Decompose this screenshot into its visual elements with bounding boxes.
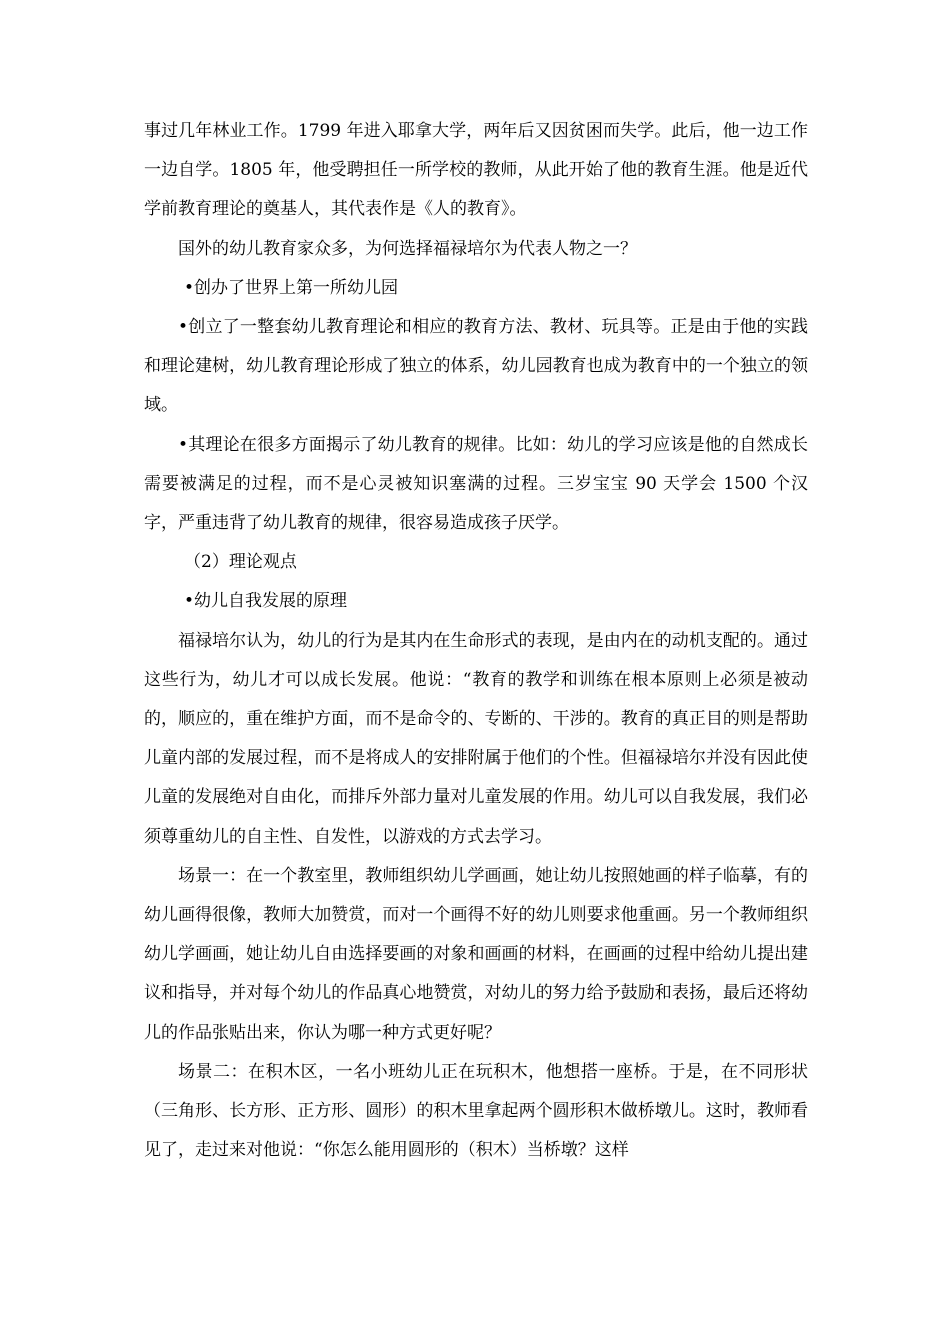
bullet-self-development-principle: •幼儿自我发展的原理 <box>184 591 348 612</box>
section-heading-theory-views: （2）理论观点 <box>184 552 297 573</box>
body-text <box>144 112 808 1170</box>
paragraph-self-development-explanation: 福禄培尔认为，幼儿的行为是其内在生命形式的表现，是由内在的动机支配的。通过这些行为，幼儿才可以成长发展。他说：“教育的教学和训练在根本原则上必须是被动的，顺应的，重在维护方面，而不是命令的、专断的、干涉的。教育的真正目的则是帮助儿童内部的发展过程，而不是将成人的安排附属于他们的个性。但福禄培尔并没有因此使儿童的发展绝对自由化，而排斥外部力量对儿童发展的作用。幼儿可以自我发展，我们必须尊重幼儿的自主性、自发性，以游戏的方式去学习。 <box>144 630 808 847</box>
paragraph-froebel-biography: 事过几年林业工作。1799 年进入耶拿大学，两年后又因贫困而失学。此后，他一边工作一边自学。1805 年，他受聘担任一所学校的教师，从此开始了他的教育生涯。他是近代学前教育理论的奠基人，其代表作是《人的教育》。 <box>144 121 808 220</box>
paragraph-scene-one: 场景一：在一个教室里，教师组织幼儿学画画，她让幼儿按照她画的样子临摹，有的幼儿画得很像，教师大加赞赏，而对一个画得不好的幼儿则要求他重画。另一个教师组织幼儿学画画，她让幼儿自由选择要画的对象和画画的材料，在画画的过程中给幼儿提出建议和指导，并对每个幼儿的作品真心地赞赏，对幼儿的努力给予鼓励和表扬，最后还将幼儿的作品张贴出来，你认为哪一种方式更好呢？ <box>144 865 808 1043</box>
bullet-first-kindergarten: •创办了世界上第一所幼儿园 <box>184 277 399 298</box>
paragraph-why-froebel-question: 国外的幼儿教育家众多，为何选择福禄培尔为代表人物之一？ <box>178 238 637 259</box>
bullet-education-laws: •其理论在很多方面揭示了幼儿教育的规律。比如：幼儿的学习应该是他的自然成长需要被满足的过程，而不是心灵被知识塞满的过程。三岁宝宝 90 天学会 1500 个汉字，严重违背了幼儿教育的规律，很容易造成孩子厌学。 <box>144 434 808 534</box>
bullet-education-theory-system: •创立了一整套幼儿教育理论和相应的教育方法、教材、玩具等。正是由于他的实践和理论建树，幼儿教育理论形成了独立的体系，幼儿园教育也成为教育中的一个独立的领域。 <box>144 317 808 416</box>
paragraph-scene-two: 场景二：在积木区，一名小班幼儿正在玩积木，他想搭一座桥。于是，在不同形状（三角形、长方形、正方形、圆形）的积木里拿起两个圆形积木做桥墩儿。这时，教师看见了，走过来对他说：“你怎么能用圆形的（积木）当桥墩？这样 <box>144 1061 808 1161</box>
